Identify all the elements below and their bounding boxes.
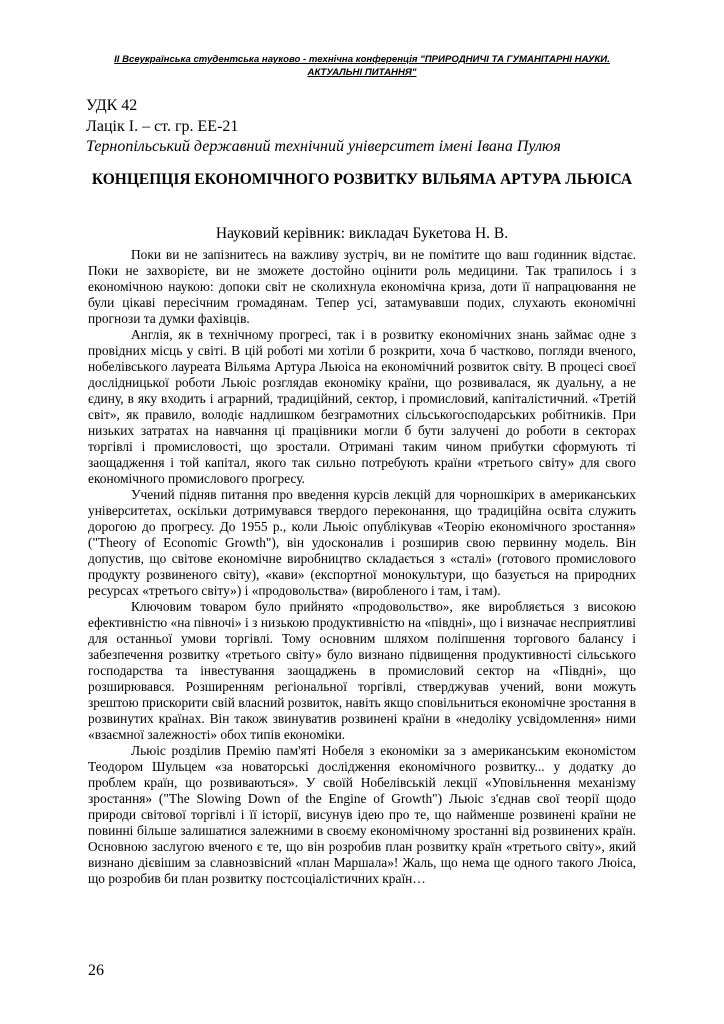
page-number: 26: [88, 962, 104, 979]
paragraph-5: Льюіс розділив Премію пам'яті Нобеля з економіки за з американським економістом Теодором Шульцем «за новаторські дослідження економічного розвитку... у додатку до проблем країн, що розвиваються». У своїй Нобелівській лекції «Уповільнення механізму зростання» ("The Slowing Down of the Engine of Growth") Льюіс з'єднав свої теорії щодо природи світової торгівлі і її історії, висунув ідею про те, що найменше розвинені країни не повинні більше залишатися залежними в своєму економічному зростанні від розвинених країн. Основною заслугою вченого є те, що він розробив план розвитку країн «третього світу», який визнано дієвішим за славнозвісний «план Маршала»! Жаль, що нема ще одного такого Люіса, що розробив би план розвитку постсоціалістичних країн…: [88, 743, 636, 886]
udc-code: УДК 42: [86, 97, 138, 114]
paragraph-4: Ключовим товаром було прийнято «продовольство», яке виробляється з високою ефективністю «на півночі» і з низькою продуктивністю на «півдні», що і визначає несприятливі для останньої умови торгівлі. Тому основним шляхом поліпшення торгового балансу і забезпечення розвитку «третього світу» було визнано підвищення продуктивності сільського господарства та інвестування заощаджень в промисловий сектор на «Півдні», що розширювався. Розширенням регіональної торгівлі, стверджував учений, вони можуть зрештою прискорити свій власний розвиток, навіть якщо сповільниться економічне зростання в розвинутих країнах. Він також звинуватив розвинені країни в «недоліку усвідомлення» ними «взаємної залежності» обох типів економіки.: [88, 599, 636, 742]
article-body: [88, 247, 636, 887]
conference-header-line-1: ІІ Всеукраїнська студентська науково - технічна конференція "ПРИРОДНИЧІ ТА ГУМАНІТАРНІ НАУКИ.: [114, 54, 610, 65]
author-line: Лацік І. – ст. гр. ЕЕ-21: [86, 117, 239, 135]
conference-header-line-2: АКТУАЛЬНІ ПИТАННЯ": [307, 66, 417, 78]
university-name: Тернопільський державний технічний університет імені Івана Пулюя: [86, 138, 561, 155]
paragraph-3: Учений підняв питання про введення курсів лекцій для чорношкірих в американських університетах, оскільки дотримувався твердого переконання, що традиційна освіта служить дорогою до прогресу. До 1955 р., коли Льюіс опублікував «Теорію економічного зростання» ("Theory of Economic Growth"), він удосконалив і розширив свою первинну модель. Він допустив, що світове економічне виробництво складається з «сталі» (готового промислового продукту розвиненого світу), «кави» (експортної монокультури, що базується на природних ресурсах «третього світу») і «продовольства» (виробленого і там, і там).: [88, 487, 636, 598]
article-meta: [86, 96, 638, 158]
article-title: КОНЦЕПЦІЯ ЕКОНОМІЧНОГО РОЗВИТКУ ВІЛЬЯМА АРТУРА ЛЬЮІСА: [91, 171, 633, 188]
scientific-supervisor: Науковий керівник: викладач Букетова Н. В.: [215, 225, 509, 242]
paragraph-1: Поки ви не запізнитесь на важливу зустріч, ви не помітите що ваш годинник відстає. Поки не захворієте, ви не зможете достойно оцінити роль медицини. Так трапилось і з економічною наукою: допоки світ не сколихнула економічна криза, доти її напрацювання не були цікаві пересічним громадянам. Тепер усі, затамувавши подих, слухають економічні прогнози та думки фахівців.: [88, 247, 636, 326]
paragraph-2: Англія, як в технічному прогресі, так і в розвитку економічних знань займає одне з провідних місць у світі. В цій роботі ми хотіли б розкрити, хоча б частково, погляди вченого, нобелівського лауреата Вільяма Артура Льюіса на економічний розвиток світу. В процесі своєї дослідницької роботи Льюіс розглядав економіку країни, що розвивалася, як дуальну, а не єдину, в яку входить і аграрний, традиційний, сектор, і промисловий, капіталістичний. «Третій світ», як правило, володіє надлишком безграмотних сільськогосподарських робітників. При низьких затратах на навчання ці працівники могли б бути залучені до роботи в секторах торгівлі і промисловості, що зростали. Отримані таким чином прибутки сформують ті заощадження і той капітал, якого так сильно потребують країни «третього світу» для свого економічного промислового прогресу.: [88, 327, 636, 486]
conference-header: [86, 54, 638, 79]
